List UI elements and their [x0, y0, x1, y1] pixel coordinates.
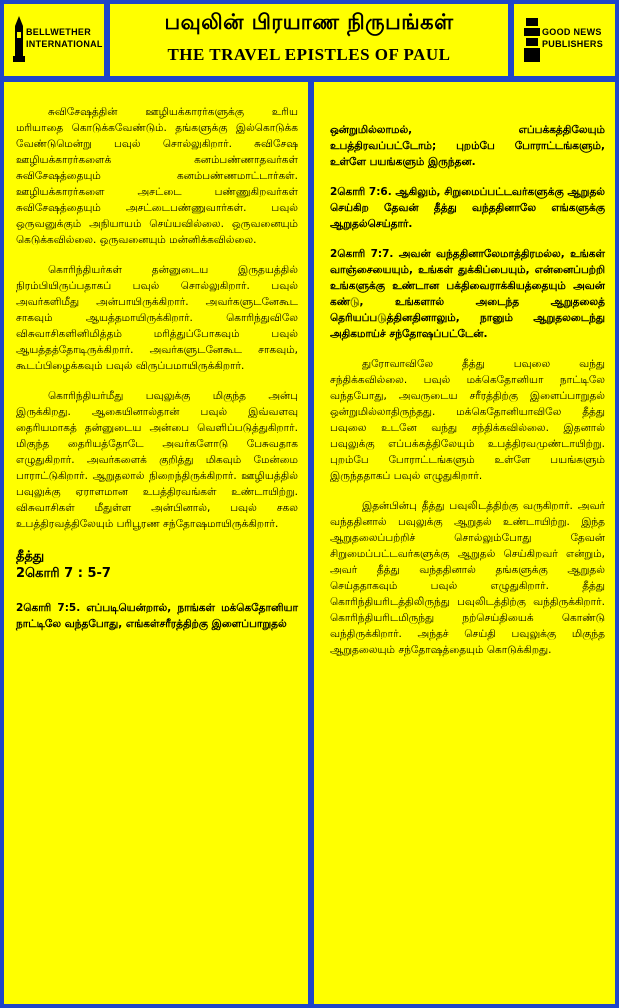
english-title: THE TRAVEL EPISTLES OF PAUL	[167, 45, 451, 64]
right-paragraph-1: துரோவாவிலே தீத்து பவுலை வந்து சந்திக்கவில்லை. பவுல் மக்கெதோனியா நாட்டிலே வந்தபோது, அவருடைய சரீரத்திற்கு இளைப்பாறுதல் ஒன்றுமில்லாதிருந்தது. மக்கெதோனியாவிலே தீத்து பவுலை உடனே வந்து சந்திக்கவில்லை. இதனால் பவுலுக்கு எப்பக்கத்திலேயும் உபத்திரவமுண்டாயிற்று. புறம்பே போராட்டங்களும் உள்ளே பயங்களும் இருந்ததாகப் பவுல் எழுதுகிறார்.	[330, 358, 605, 482]
heading-reference: 2கொரி 7 : 5-7	[16, 566, 111, 581]
left-paragraph-1: சுவிசேஷத்தின் ஊழியக்காரர்களுக்கு உரிய மரியாதை கொடுக்கவேண்டும். தங்களுக்கு இல்கொடுக்க வேண்டுமென்று பவுல் சொல்லுகிறார். சுவிசேஷ ஊழியக்காரர்களைக் கனம்பண்ணாதவர்கள் சுவிசேஷத்தையும் கனம்பண்ணமாட்டார்கள். ஊழியக்காரர்களை அசட்டை பண்ணுகிறவர்கள் சுவிசேஷத்தையும் அசட்டைபண்ணுவார்கள். பவுல் ஒருவனுக்கும் அநியாயம் செய்யவில்லை. ஒருவனையும் கெடுக்கவில்லை. ஒருவனையும் மன்னிக்கவில்லை.	[16, 106, 298, 246]
verse-7-5-continued: ஒன்றுமில்லாமல், எப்பக்கத்திலேயும் உபத்திரவப்பட்டோம்; புறம்பே போராட்டங்களும், உள்ளே பயங்களும் இருந்தன.	[330, 124, 605, 168]
right-column	[314, 82, 615, 1004]
left-paragraph-2: கொரிந்தியர்கள் தன்னுடைய இருதயத்தில் நிரம்பியிருப்பதாகப் பவுல் சொல்லுகிறார். பவுல் அவர்களிமீது அன்பாயிருக்கிறார். அவர்களுடனேகூட சாகவும் ஆயத்தமாயிருக்கிறார். கொரிந்துவிலே விசுவாசிகளினிமித்தம் மரித்துப்போகவும் பவுல் ஆயத்தத்தோடிருக்கிறார். அவர்களுடனேகூட சாகவும், கூடப்பிழைக்கவும் பவுல் விருப்பமாயிருக்கிறார்.	[16, 264, 298, 372]
good-news-logo-panel	[514, 4, 615, 76]
tamil-title: பவுலின் பிரயாண நிருபங்கள்	[164, 10, 454, 34]
title-panel	[110, 4, 508, 76]
left-paragraph-3: கொரிந்தியர்மீது பவுலுக்கு மிகுந்த அன்பு இருக்கிறது. ஆகையினால்தான் பவுல் இவ்வளவு தைரியமாகத் தன்னுடைய அன்பை வெளிப்படுத்துகிறார். மிகுந்த தைரியத்தோடே அவர்களோடு பேசுவதாக எழுதுகிறார். அவர்களைக் குறித்து மிகவும் மேன்மை பாராட்டுகிறார். ஆறுதலால் நிறைந்திருக்கிறார். ஊழியத்தில் பவுலுக்கு ஏராளமான உபத்திரவங்கள் உண்டாயிற்று. விசுவாசிகள் மீதுள்ள அன்பினால், பவுல் சகல உபத்திரவத்திலேயும் பரிபூரண சந்தோஷமாயிருக்கிறார்.	[16, 390, 298, 530]
bellwether-logo-text: BELLWETHER INTERNATIONAL	[26, 27, 103, 49]
heading-title: தீத்து	[16, 549, 45, 564]
verse-7-7: 2கொரி 7:7. அவன் வந்ததினாலேமாத்திரமல்ல, உங்கள் வாஞ்சையையும், உங்கள் துக்கிப்பையும், என்னைப்பற்றி உங்களுக்கு உண்டான பக்திவைராக்கியத்தையும் அவன் கண்டு, உங்களால் அடைந்த ஆறுதலைத் தெரியப்படுத்தினதினாலும், நானும் ஆறுதலடைந்து அதிகமாய்ச் சந்தோஷப்பட்டேன்.	[330, 248, 605, 340]
right-paragraph-2: இதன்பின்பு தீத்து பவுலிடத்திற்கு வருகிறார். அவர் வந்ததினால் பவுலுக்கு ஆறுதல் உண்டாயிற்று. இந்த ஆறுதலைப்பற்றிச் சொல்லும்போது தேவன் சிறுமைப்பட்டவர்களுக்கு ஆறுதல் செய்கிறவர் என்றும், அவர் தீத்து வந்ததினால் தங்களுக்கு ஆறுதல் செய்ததாகவும் பவுல் எழுதுகிறார். தீத்து கொரிந்தியரிடத்திலிருந்து பவுலிடத்திற்கு வந்திருக்கிறார். கொரிந்தியரிடமிருந்து நற்செய்தியைக் கொண்டு வந்திருக்கிறார். அந்தச் செய்தி பவுலுக்கு மிகுந்த ஆறுதலையும் சந்தோஷத்தையும் கொடுக்கிறது.	[330, 500, 605, 656]
left-column	[4, 82, 308, 1004]
good-news-logo-text: GOOD NEWS PUBLISHERS	[542, 27, 604, 49]
verse-7-5: 2கொரி 7:5. எப்படியென்றால், நாங்கள் மக்கெதோனியா நாட்டிலே வந்தபோது, எங்கள்சரீரத்திற்கு இளைப்பாறுதல்	[16, 602, 298, 630]
book-stack-icon	[524, 18, 540, 62]
bellwether-logo-panel	[4, 4, 104, 76]
section-heading	[16, 548, 298, 582]
verse-7-6: 2கொரி 7:6. ஆகிலும், சிறுமைப்பட்டவர்களுக்கு ஆறுதல் செய்கிற தேவன் தீத்து வந்ததினாலே எங்களுக்கு ஆறுதல்செய்தார்.	[330, 186, 605, 230]
bell-tower-icon	[12, 16, 26, 62]
